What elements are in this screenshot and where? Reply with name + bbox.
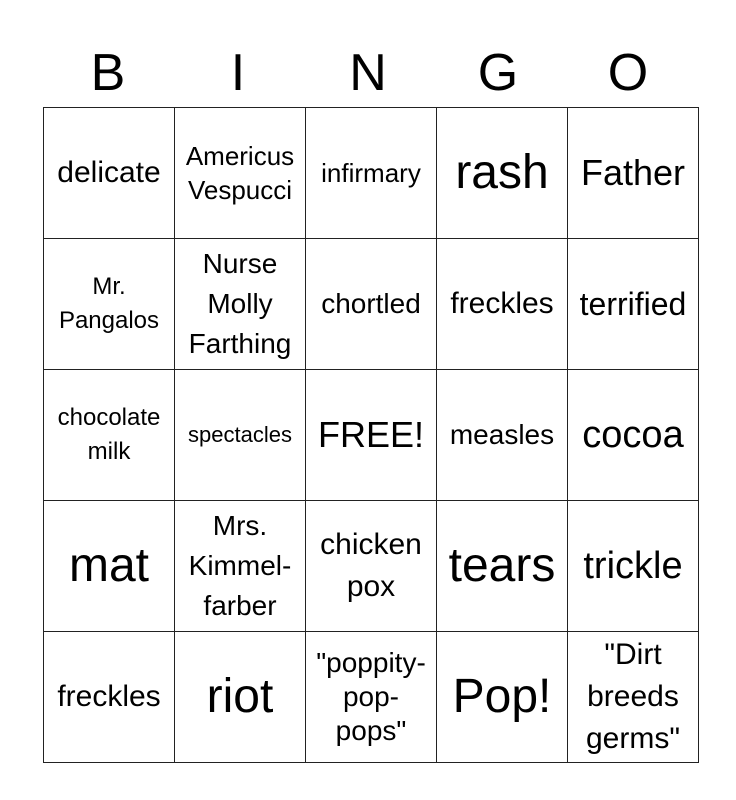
bingo-cell: tears [437, 501, 568, 632]
bingo-cell: "Dirt breeds germs" [568, 632, 699, 763]
bingo-cell: terrified [568, 239, 699, 370]
bingo-cell: riot [175, 632, 306, 763]
free-space-cell: FREE! [306, 370, 437, 501]
board-row [44, 108, 699, 239]
bingo-cell: trickle [568, 501, 699, 632]
bingo-board [43, 107, 699, 763]
bingo-cell: rash [437, 108, 568, 239]
bingo-header [43, 40, 693, 106]
bingo-cell: mat [44, 501, 175, 632]
bingo-cell: "poppity- pop- pops" [306, 632, 437, 763]
board-row [44, 501, 699, 632]
header-letter-g: G [477, 44, 519, 102]
bingo-cell: Americus Vespucci [175, 108, 306, 239]
bingo-cell: infirmary [306, 108, 437, 239]
bingo-cell: cocoa [568, 370, 699, 501]
bingo-cell: chortled [306, 239, 437, 370]
header-letter-n: N [349, 44, 387, 102]
board-row [44, 370, 699, 501]
bingo-cell: spectacles [175, 370, 306, 501]
board-row [44, 239, 699, 370]
bingo-cell: Nurse Molly Farthing [175, 239, 306, 370]
bingo-cell: Mrs. Kimmel- farber [175, 501, 306, 632]
bingo-cell: Mr. Pangalos [44, 239, 175, 370]
bingo-cell: Father [568, 108, 699, 239]
header-letter-i: I [230, 44, 246, 102]
header-letter-o: O [607, 44, 649, 102]
bingo-cell: chocolate milk [44, 370, 175, 501]
bingo-cell: freckles [437, 239, 568, 370]
bingo-cell: chicken pox [306, 501, 437, 632]
bingo-cell: Pop! [437, 632, 568, 763]
bingo-cell: measles [437, 370, 568, 501]
bingo-cell: freckles [44, 632, 175, 763]
bingo-cell: delicate [44, 108, 175, 239]
header-letter-b: B [90, 44, 126, 102]
board-row [44, 632, 699, 763]
